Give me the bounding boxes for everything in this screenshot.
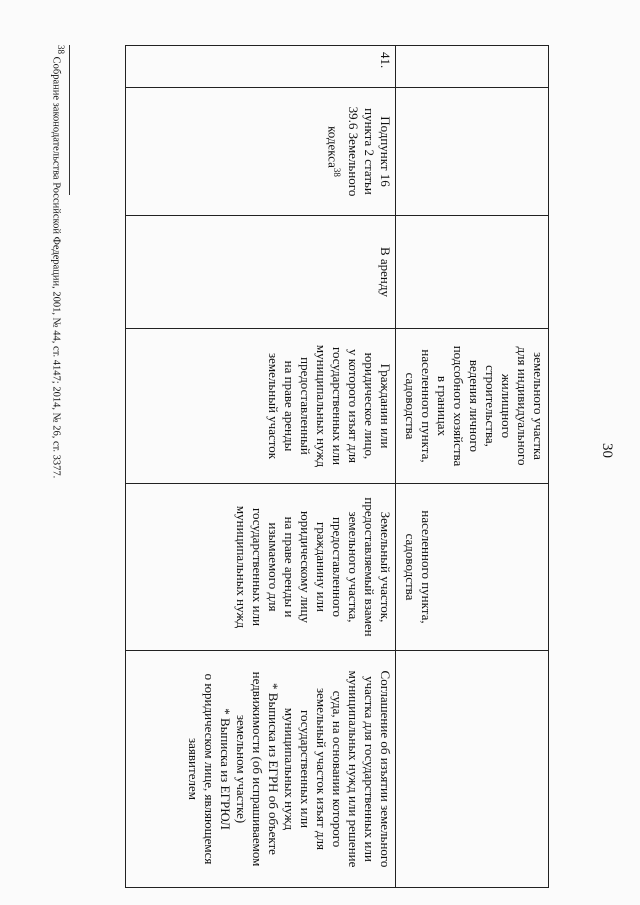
footnote — [51, 45, 67, 478]
cell-basis: Подпункт 16 пункта 2 статьи 39.6 Земельного кодекса$^{38}$ — [126, 88, 396, 216]
page-number: 30 — [599, 443, 615, 458]
table-row-41 — [126, 46, 396, 888]
cell-continued-number — [396, 46, 549, 88]
row-number: 41. — [126, 46, 396, 88]
cell-continued-form — [396, 216, 549, 329]
cell-documents: Соглашение об изъятии земельного участка для государственных или муниципальных нужд или решение суда, на основании которого земельный участок изъят для государственных или муниципальных нужд * Выписка из ЕГРН об объекте недвижимости (об испрашиваемом земельном участке) * Выписка из ЕГРЮЛ о юридическом лице, являющемся заявителем — [126, 651, 396, 888]
cell-applicant: Гражданин или юридическое лицо, у которого изъят для государственных или муниципальных нужд предоставленный на праве аренды земельный участок — [126, 329, 396, 484]
table-row-continued — [396, 46, 549, 888]
cell-continued-documents — [396, 651, 549, 888]
land-plot-table — [125, 45, 549, 888]
footnote-ref: 38 — [332, 167, 342, 177]
cell-continued-applicant: земельного участка для индивидуального жилищного строительства, ведения личного подсобного хозяйства в границах населенного пункта, садоводства — [396, 329, 549, 484]
footnote-text: Собрание законодательства Российской Федерации, 2001, № 44, ст. 4147; 2014, № 26, ст. 3377. — [50, 56, 62, 479]
cell-land-plot: Земельный участок, предоставляемый взамен земельного участка, предоставленного гражданину или юридическому лицу на праве аренды и изымаемого для государственных или муниципальных нужд — [126, 484, 396, 651]
footnote-divider — [69, 45, 70, 195]
footnote-marker: 38 — [56, 45, 66, 54]
cell-continued-basis — [396, 88, 549, 216]
cell-continued-land-plot: населенного пункта, садоводства — [396, 484, 549, 651]
cell-form: В аренду — [126, 216, 396, 329]
